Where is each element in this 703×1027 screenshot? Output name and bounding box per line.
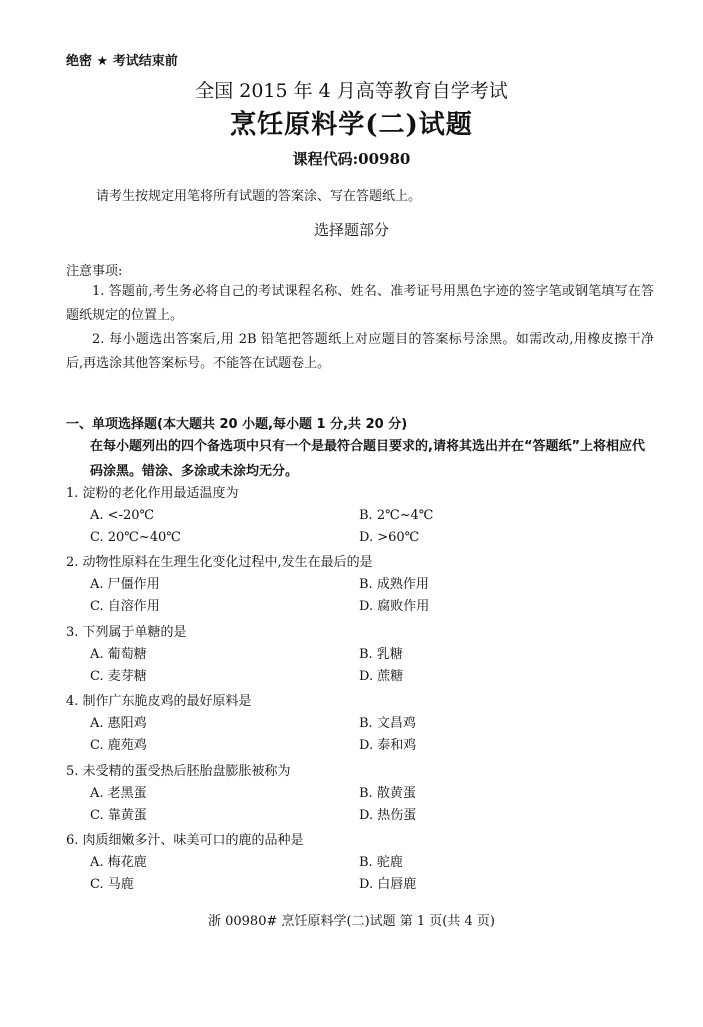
option-d: D. 白唇鹿 (359, 877, 417, 892)
question-stem: 6. 肉质细嫩多汁、味美可口的鹿的品种是 (66, 833, 304, 848)
option-c: C. 自溶作用 (90, 599, 160, 614)
notes-heading: 注意事项: (66, 264, 123, 279)
option-b: B. 2℃~4℃ (359, 508, 434, 523)
question-stem: 4. 制作广东脆皮鸡的最好原料是 (66, 694, 252, 709)
question-stem: 5. 未受精的蛋受热后胚胎盘膨胀被称为 (66, 764, 291, 779)
option-d: D. 热伤蛋 (359, 808, 417, 823)
option-a: A. 葡萄糖 (90, 647, 147, 662)
answer-instruction: 请考生按规定用笔将所有试题的答案涂、写在答题纸上。 (96, 189, 422, 204)
option-d: D. 腐败作用 (359, 599, 430, 614)
option-b: B. 文昌鸡 (359, 716, 416, 731)
page-footer: 浙 00980# 烹饪原料学(二)试题 第 1 页(共 4 页) (207, 914, 495, 929)
option-c: C. 麦芽糖 (90, 669, 147, 684)
option-a: A. 老黑蛋 (90, 786, 147, 801)
note-item-1: 1. 答题前,考生务必将自己的考试课程名称、姓名、准考证号用黑色字迹的签字笔或钢笔填写在答题纸规定的位置上。 (66, 284, 654, 323)
option-a: A. 惠阳鸡 (90, 716, 147, 731)
option-c: C. 马鹿 (90, 877, 134, 892)
part-title: 一、单项选择题(本大题共 20 小题,每小题 1 分,共 20 分) (66, 417, 408, 432)
confidential-note: 绝密 ★ 考试结束前 (66, 54, 178, 69)
option-b: B. 散黄蛋 (359, 786, 416, 801)
question-stem: 1. 淀粉的老化作用最适温度为 (66, 486, 239, 501)
paper-title: 烹饪原料学(二)试题 (230, 110, 473, 140)
option-b: B. 乳糖 (359, 647, 403, 662)
question-stem: 2. 动物性原料在生理生化变化过程中,发生在最后的是 (66, 555, 373, 570)
question-4 (66, 691, 656, 757)
option-d: D. 蔗糖 (359, 669, 404, 684)
question-2 (66, 552, 656, 618)
part-description: 在每小题列出的四个备选项中只有一个是最符合题目要求的,请将其选出并在“答题纸”上将相应代码涂黑。错涂、多涂或未涂均无分。 (90, 439, 646, 479)
option-a: A. 梅花鹿 (90, 855, 147, 870)
section-title: 选择题部分 (313, 221, 389, 239)
option-a: A. <-20℃ (90, 508, 155, 523)
question-1 (66, 483, 656, 549)
note-item-2: 2. 每小题选出答案后,用 2B 铅笔把答题纸上对应题目的答案标号涂黑。如需改动,用橡皮擦干净后,再选涂其他答案标号。不能答在试题卷上。 (66, 332, 654, 371)
exam-title: 全国 2015 年 4 月高等教育自学考试 (195, 80, 508, 102)
question-5 (66, 761, 656, 827)
question-stem: 3. 下列属于单糖的是 (66, 625, 187, 640)
option-d: D. >60℃ (359, 530, 420, 545)
question-3 (66, 622, 656, 688)
option-b: B. 成熟作用 (359, 577, 429, 592)
option-d: D. 泰和鸡 (359, 738, 417, 753)
option-b: B. 驼鹿 (359, 855, 403, 870)
course-code: 课程代码:00980 (292, 150, 411, 168)
option-c: C. 20℃~40℃ (90, 530, 181, 545)
option-a: A. 尸僵作用 (90, 577, 160, 592)
option-c: C. 鹿苑鸡 (90, 738, 147, 753)
question-6 (66, 830, 656, 896)
option-c: C. 靠黄蛋 (90, 808, 147, 823)
